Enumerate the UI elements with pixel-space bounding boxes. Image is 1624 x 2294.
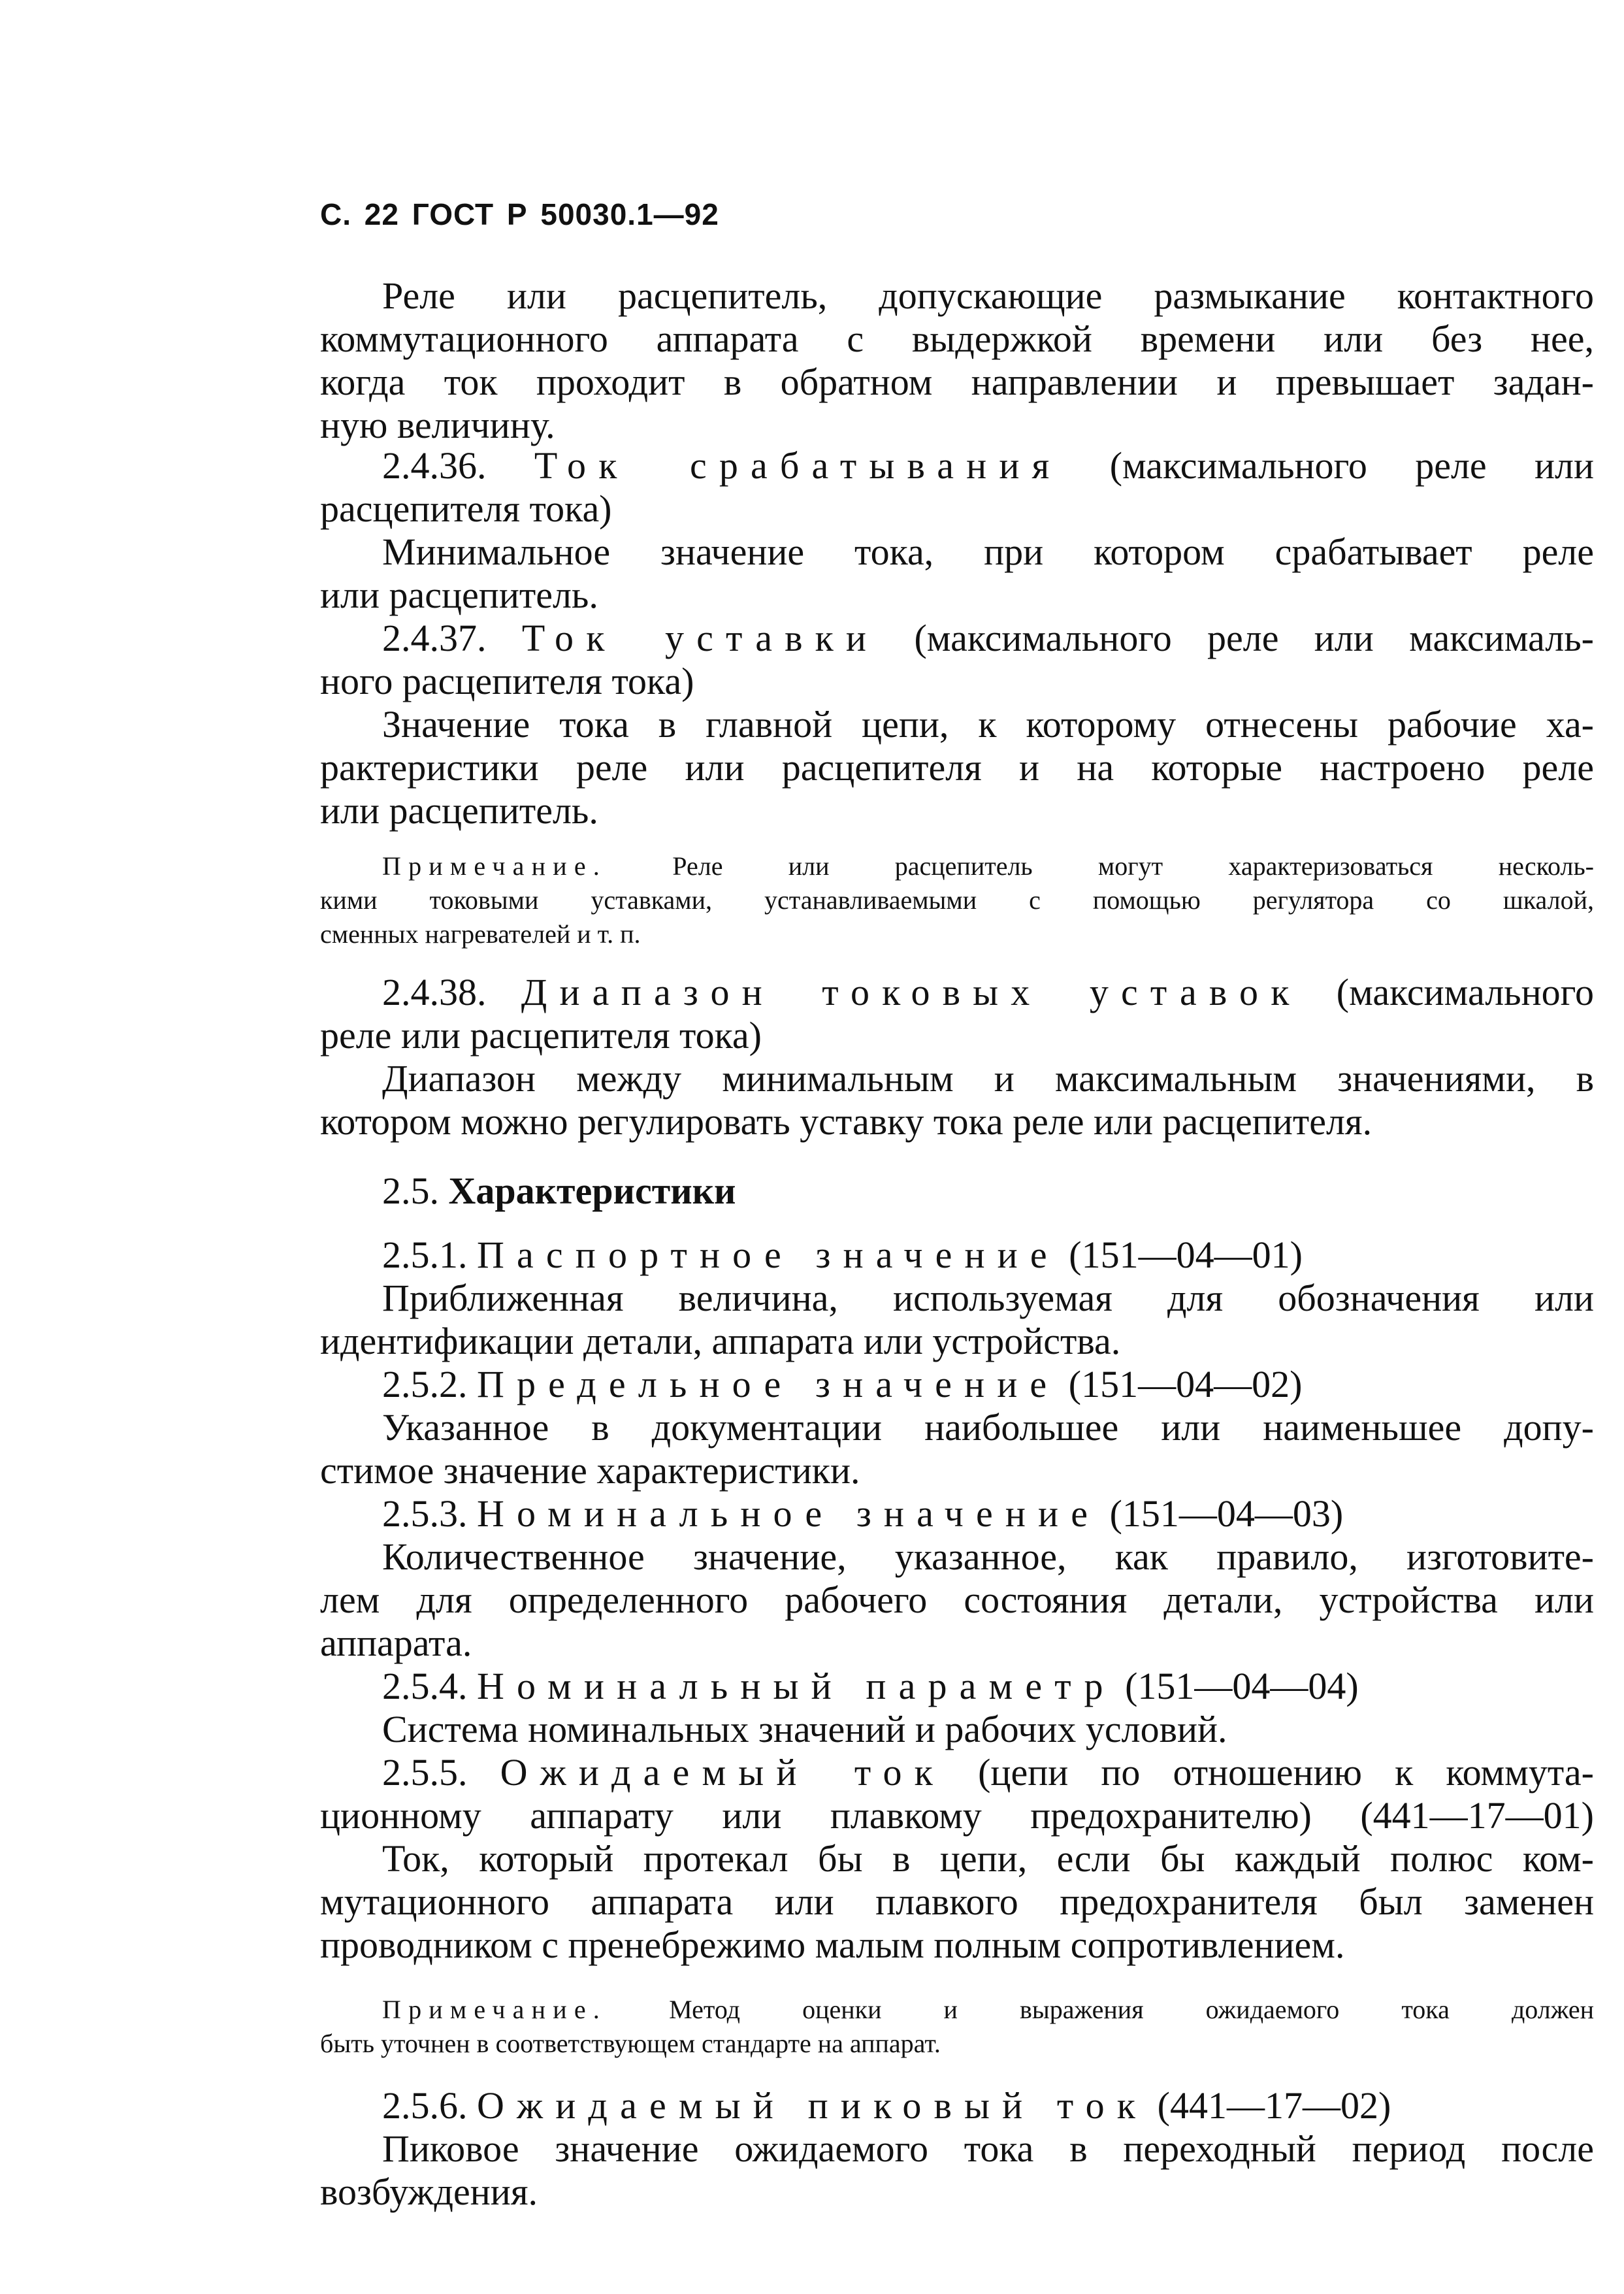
term-ref: (441—17—02)	[1157, 2084, 1391, 2127]
note-text: Реле или расцепитель могут характеризоваться несколь-	[672, 851, 1595, 881]
definition-line: идентификации детали, аппарата или устройства.	[320, 1320, 1121, 1362]
term-heading	[382, 1363, 1594, 1406]
term-heading	[382, 971, 1594, 1014]
note-label: Примечание.	[382, 851, 608, 881]
term-title: Предельное значение	[477, 1363, 1060, 1405]
definition-line: или расцепитель.	[320, 789, 598, 832]
term-title: Ток уставки	[521, 617, 879, 659]
definition-line: возбуждения.	[320, 2171, 538, 2213]
term-heading-cont: ционному аппарату или плавкому предохранителю) (441—17—01)	[320, 1794, 1594, 1837]
definition-line: Система номинальных значений и рабочих условий.	[382, 1708, 1227, 1750]
definition-line: проводником с пренебрежимо малым полным сопротивлением.	[320, 1924, 1345, 1966]
paragraph-line: коммутационного аппарата с выдержкой времени или без нее,	[320, 318, 1594, 360]
term-title: Ток срабатывания	[534, 444, 1062, 487]
note	[382, 849, 1594, 883]
note-text: Метод оценки и выражения ожидаемого тока должен	[669, 1995, 1594, 2024]
term-number: 2.5.3.	[382, 1492, 468, 1535]
definition-line: аппарата.	[320, 1622, 472, 1664]
note-line: быть уточнен в соответствующем стандарте на аппарат.	[320, 2029, 941, 2058]
term-number: 2.5.5.	[382, 1751, 468, 1794]
term-qualifier: (максимального	[1336, 971, 1594, 1013]
page-header: С. 22 ГОСТ Р 50030.1—92	[320, 197, 719, 231]
paragraph-line: Реле или расцепитель, допускающие размыкание контактного	[382, 274, 1594, 317]
term-heading	[382, 1234, 1594, 1277]
section-number: 2.5.	[382, 1170, 439, 1212]
term-title: Номинальное значение	[477, 1492, 1101, 1535]
term-heading	[382, 617, 1594, 660]
term-qualifier: (максимального реле или максималь-	[914, 617, 1594, 659]
term-ref: (151—04—03)	[1109, 1492, 1344, 1535]
term-number: 2.5.4.	[382, 1665, 468, 1707]
term-number: 2.4.37.	[382, 617, 487, 659]
term-number: 2.5.6.	[382, 2084, 468, 2127]
term-heading	[382, 1492, 1594, 1535]
term-heading	[382, 1751, 1594, 1794]
term-title: Паспортное значение	[477, 1234, 1060, 1276]
term-heading-cont: реле или расцепителя тока)	[320, 1014, 762, 1057]
term-title: Номинальный параметр	[477, 1665, 1116, 1707]
term-title: Ожидаемый ток	[500, 1751, 945, 1794]
term-number: 2.4.38.	[382, 971, 487, 1013]
term-qualifier: (максимального реле или	[1109, 444, 1595, 487]
definition-line: Ток, который протекал бы в цепи, если бы каждый полюс ком-	[382, 1837, 1594, 1880]
note-line: кими токовыми уставками, устанавливаемыми с помощью регулятора со шкалой,	[320, 885, 1594, 915]
definition-line: Количественное значение, указанное, как правило, изготовите-	[382, 1535, 1594, 1578]
definition-line: рактеристики реле или расцепителя и на которые настроено реле	[320, 746, 1594, 789]
term-title: Диапазон токовых уставок	[521, 971, 1302, 1013]
term-ref: (151—04—04)	[1125, 1665, 1359, 1707]
term-heading	[382, 444, 1594, 487]
term-ref: (151—04—01)	[1069, 1234, 1303, 1276]
section-heading	[382, 1170, 1594, 1213]
definition-line: стимое значение характеристики.	[320, 1449, 860, 1492]
term-ref: (151—04—02)	[1068, 1363, 1303, 1405]
section-title: Характеристики	[448, 1170, 736, 1212]
paragraph-line: когда ток проходит в обратном направлении и превышает задан-	[320, 361, 1594, 403]
definition-line: Приближенная величина, используемая для обозначения или	[382, 1277, 1594, 1319]
definition-line: Диапазон между минимальным и максимальным значениями, в	[382, 1057, 1594, 1100]
note-label: Примечание.	[382, 1995, 608, 2024]
definition-line: Указанное в документации наибольшее или наименьшее допу-	[382, 1406, 1594, 1449]
term-qualifier: (цепи по отношению к коммута-	[978, 1751, 1594, 1794]
term-number: 2.5.1.	[382, 1234, 468, 1276]
note-line: сменных нагревателей и т. п.	[320, 919, 641, 949]
definition-line: Значение тока в главной цепи, к которому отнесены рабочие ха-	[382, 703, 1594, 746]
note	[382, 1993, 1594, 2027]
term-number: 2.4.36.	[382, 444, 487, 487]
term-heading-cont: расцепителя тока)	[320, 487, 612, 530]
term-heading-cont: ного расцепителя тока)	[320, 660, 694, 702]
term-title: Ожидаемый пиковый ток	[477, 2084, 1148, 2127]
definition-line: или расцепитель.	[320, 574, 598, 616]
term-number: 2.5.2.	[382, 1363, 468, 1405]
definition-line: Минимальное значение тока, при котором срабатывает реле	[382, 531, 1594, 573]
definition-line: мутационного аппарата или плавкого предохранителя был заменен	[320, 1880, 1594, 1923]
term-heading	[382, 2084, 1594, 2127]
definition-line: Пиковое значение ожидаемого тока в переходный период после	[382, 2127, 1594, 2170]
term-heading	[382, 1665, 1594, 1708]
definition-line: лем для определенного рабочего состояния детали, устройства или	[320, 1579, 1594, 1621]
paragraph-line: ную величину.	[320, 404, 555, 446]
definition-line: котором можно регулировать уставку тока реле или расцепителя.	[320, 1100, 1372, 1143]
